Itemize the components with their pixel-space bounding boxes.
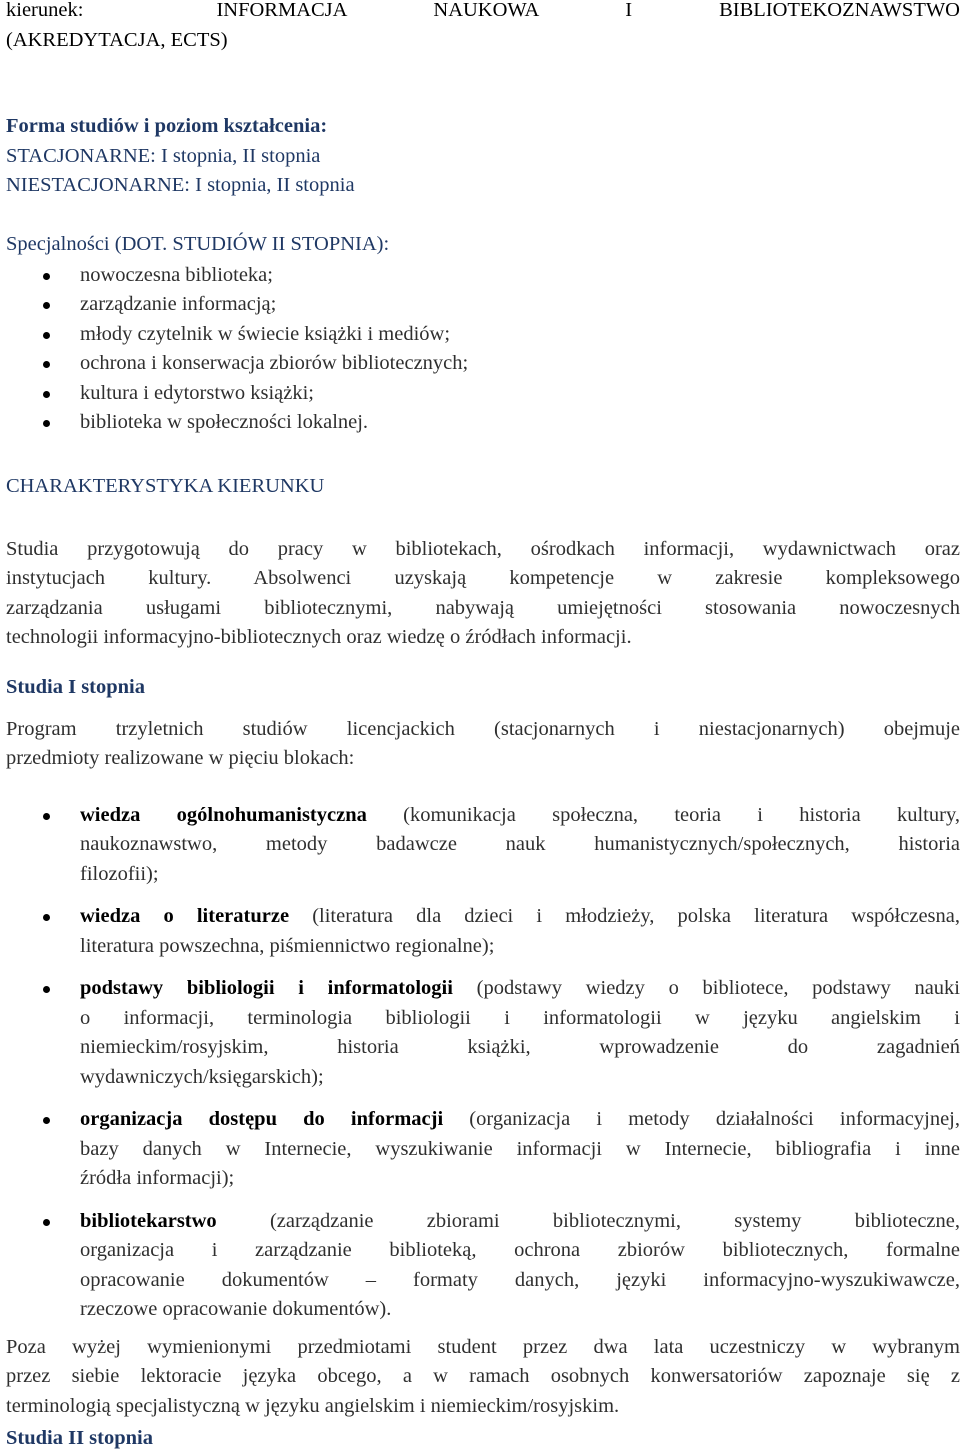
specializations-heading (6, 230, 960, 260)
characteristics-section (6, 472, 960, 653)
characteristics-heading: CHARAKTERYSTYKA KIERUNKU (6, 475, 325, 497)
study-form-line-1: STACJONARNE: I stopnia, II stopnia (6, 144, 321, 167)
header-word-2: NAUKOWA (433, 0, 539, 21)
list-item: ochrona i konserwacja zbiorów bibliotecznych; (6, 349, 960, 379)
bullet-icon (43, 1117, 50, 1124)
bullet-icon (43, 361, 50, 368)
program-blocks-list (6, 801, 960, 1325)
second-degree-section (6, 1424, 960, 1454)
document-header (6, 0, 960, 55)
first-degree-intro: Program trzyletnich studiów licencjackich (stacjonarnych i niestacjonarnych) obejmuje przedmioty realizowane w pięciu blokach: (6, 717, 960, 769)
list-item: bibliotekarstwo (zarządzanie zbiorami bibliotecznymi, systemy biblioteczne, organizacja i zarządzanie biblioteką, ochrona zbiorów bibliotecznych, formalne opracowanie dokumentów – formaty danych, języki informacyjno-wyszukiwawcze, rzeczowe opracowanie dokumentów). (6, 1207, 960, 1325)
bullet-icon (43, 273, 50, 280)
list-item: biblioteka w społeczności lokalnej. (6, 408, 960, 438)
specializations-list (6, 261, 960, 438)
list-item: organizacja dostępu do informacji (organizacja i metody działalności informacyjnej, bazy danych w Internecie, wyszukiwanie informacji w Internecie, bibliografia i inne źródła informacji); (6, 1105, 960, 1194)
bullet-icon (43, 986, 50, 993)
specializations-section (6, 230, 960, 438)
first-degree-section (6, 673, 960, 1421)
list-item: kultura i edytorstwo książki; (6, 379, 960, 409)
list-item: podstawy bibliologii i informatologii (podstawy wiedzy o bibliotece, podstawy nauki o informacji, terminologia bibliologii i informatologii w języku angielskim i niemieckim/rosyjskim, historia książki, wprowadzenie do zagadnień wydawniczych/księgarskich); (6, 974, 960, 1092)
bullet-icon (43, 332, 50, 339)
list-item: zarządzanie informacją; (6, 290, 960, 320)
header-word-4: BIBLIOTEKOZNAWSTWO (719, 0, 960, 21)
bullet-icon (43, 914, 50, 921)
study-form-section (6, 112, 960, 201)
header-label: kierunek: (6, 0, 84, 21)
bullet-icon (43, 391, 50, 398)
characteristics-paragraph: Studia przygotowują do pracy w bibliotekach, ośrodkach informacji, wydawnictwach oraz instytucjach kultury. Absolwenci uzyskają kompetencje w zakresie kompleksowego zarządzania usługami bibliotecznymi, nabywają umiejętności stosowania nowoczesnych technologii informacyjno-bibliotecznych oraz wiedzę o źródłach informacji. (6, 537, 960, 648)
first-degree-heading: Studia I stopnia (6, 676, 146, 698)
second-degree-heading: Studia II stopnia (6, 1427, 153, 1449)
bullet-icon (43, 420, 50, 427)
list-item: nowoczesna biblioteka; (6, 261, 960, 291)
header-word-3: I (625, 0, 633, 21)
study-form-heading: Forma studiów i poziom kształcenia: (6, 115, 328, 137)
bullet-icon (43, 813, 50, 820)
list-item: wiedza o literaturze (literatura dla dzieci i młodzieży, polska literatura współczesna, literatura powszechna, piśmiennictwo regionalne); (6, 902, 960, 961)
study-form-line-2: NIESTACJONARNE: I stopnia, II stopnia (6, 174, 355, 196)
list-item: młody czytelnik w świecie książki i mediów; (6, 320, 960, 350)
header-line-1 (6, 0, 960, 26)
specializations-heading-text: Specjalności (DOT. STUDIÓW II STOPNIA): (6, 233, 390, 255)
header-line-2: (AKREDYTACJA, ECTS) (6, 28, 228, 51)
header-word-1: INFORMACJA (216, 0, 347, 21)
list-item: wiedza ogólnohumanistyczna (komunikacja społeczna, teoria i historia kultury, naukoznawstwo, metody badawcze nauk humanistycznych/społecznych, historia filozofii); (6, 801, 960, 890)
first-degree-closing: Poza wyżej wymienionymi przedmiotami student przez dwa lata uczestniczy w wybranym przez siebie lektoracie języka obcego, a w ramach osobnych konwersatoriów zapoznaje się z terminologią specjalistyczną w języku angielskim i niemieckim/rosyjskim. (6, 1335, 960, 1417)
bullet-icon (43, 1219, 50, 1226)
bullet-icon (43, 302, 50, 309)
